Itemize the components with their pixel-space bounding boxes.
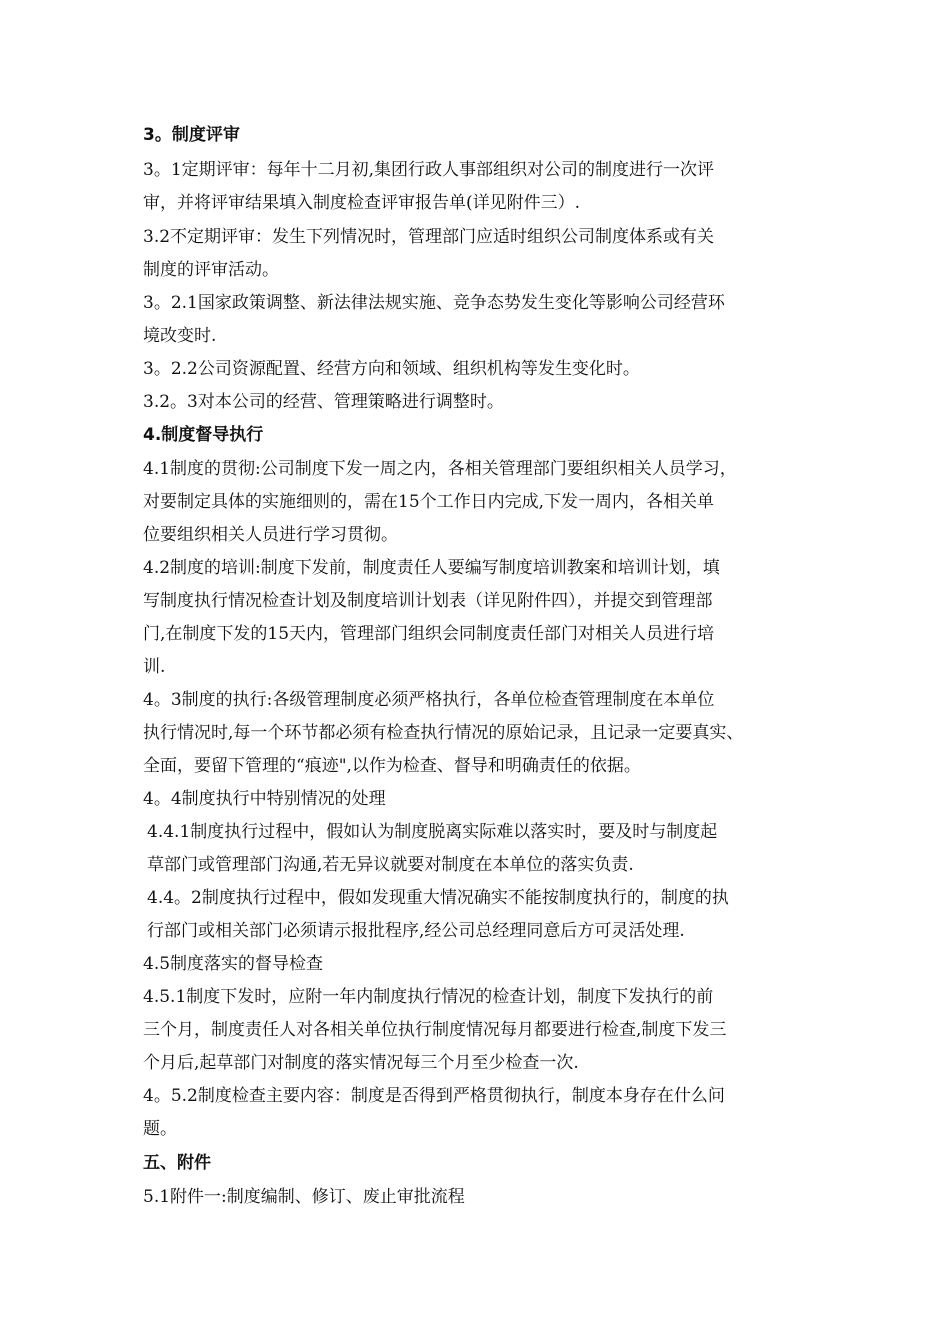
paragraph-line: 3。2.1国家政策调整、新法律法规实施、竞争态势发生变化等影响公司经营环 <box>143 293 725 313</box>
paragraph-line: 题。 <box>143 1119 177 1139</box>
paragraph-line: 制度的评审活动。 <box>143 260 279 280</box>
subheading-4-5: 4.5制度落实的督导检查 <box>143 954 324 974</box>
paragraph-line: 个月后,起草部门对制度的落实情况每三个月至少检查一次. <box>143 1053 579 1073</box>
paragraph-line: 门,在制度下发的15天内，管理部门组织会同制度责任部门对相关人员进行培 <box>143 624 715 644</box>
paragraph-line: 境改变时. <box>143 326 217 346</box>
paragraph-line: 执行情况时,每一个环节都必须有检查执行情况的原始记录，且记录一定要真实、 <box>143 723 744 743</box>
paragraph-line: 4.1制度的贯彻:公司制度下发一周之内，各相关管理部门要组织相关人员学习， <box>143 459 737 479</box>
paragraph-line: 训. <box>143 657 166 677</box>
paragraph-line: 写制度执行情况检查计划及制度培训计划表（详见附件四），并提交到管理部 <box>143 591 713 611</box>
paragraph-line: 行部门或相关部门必须请示报批程序,经公司总经理同意后方可灵活处理. <box>147 921 685 941</box>
heading-4-supervision: 4.制度督导执行 <box>143 425 264 445</box>
paragraph-line: 审，并将评审结果填入制度检查评审报告单(详见附件三）. <box>143 193 581 213</box>
heading-5-attachments: 五、附件 <box>143 1153 211 1173</box>
paragraph-line: 三个月，制度责任人对各相关单位执行制度情况每月都要进行检查,制度下发三 <box>143 1020 727 1040</box>
paragraph-line: 草部门或管理部门沟通,若无异议就要对制度在本单位的落实负责. <box>147 855 634 875</box>
paragraph-line: 3。1定期评审：每年十二月初,集团行政人事部组织对公司的制度进行一次评 <box>143 160 715 180</box>
paragraph-line: 4。5.2制度检查主要内容：制度是否得到严格贯彻执行，制度本身存在什么问 <box>143 1086 725 1106</box>
paragraph-line: 3。2.2公司资源配置、经营方向和领域、组织机构等发生变化时。 <box>143 359 640 379</box>
paragraph-line: 4。3制度的执行:各级管理制度必须严格执行，各单位检查管理制度在本单位 <box>143 690 715 710</box>
paragraph-line: 5.1附件一:制度编制、修订、废止审批流程 <box>143 1187 465 1207</box>
paragraph-line: 4.4.1制度执行过程中，假如认为制度脱离实际难以落实时，要及时与制度起 <box>147 822 718 842</box>
paragraph-line: 4.4。2制度执行过程中，假如发现重大情况确实不能按制度执行的，制度的执 <box>147 888 729 908</box>
subheading-4-4: 4。4制度执行中特别情况的处理 <box>143 789 386 809</box>
paragraph-line: 全面，要留下管理的“痕迹",以作为检查、督导和明确责任的依据。 <box>143 756 641 776</box>
heading-3-review: 3。制度评审 <box>143 125 240 145</box>
paragraph-line: 3.2。3对本公司的经营、管理策略进行调整时。 <box>143 392 504 412</box>
paragraph-line: 位要组织相关人员进行学习贯彻。 <box>143 525 398 545</box>
paragraph-line: 4.2制度的培训:制度下发前，制度责任人要编写制度培训教案和培训计划，填 <box>143 558 720 578</box>
paragraph-line: 对要制定具体的实施细则的，需在15个工作日内完成,下发一周内，各相关单 <box>143 492 715 512</box>
paragraph-line: 3.2不定期评审：发生下列情况时，管理部门应适时组织公司制度体系或有关 <box>143 227 715 247</box>
paragraph-line: 4.5.1制度下发时，应附一年内制度执行情况的检查计划，制度下发执行的前 <box>143 987 714 1007</box>
